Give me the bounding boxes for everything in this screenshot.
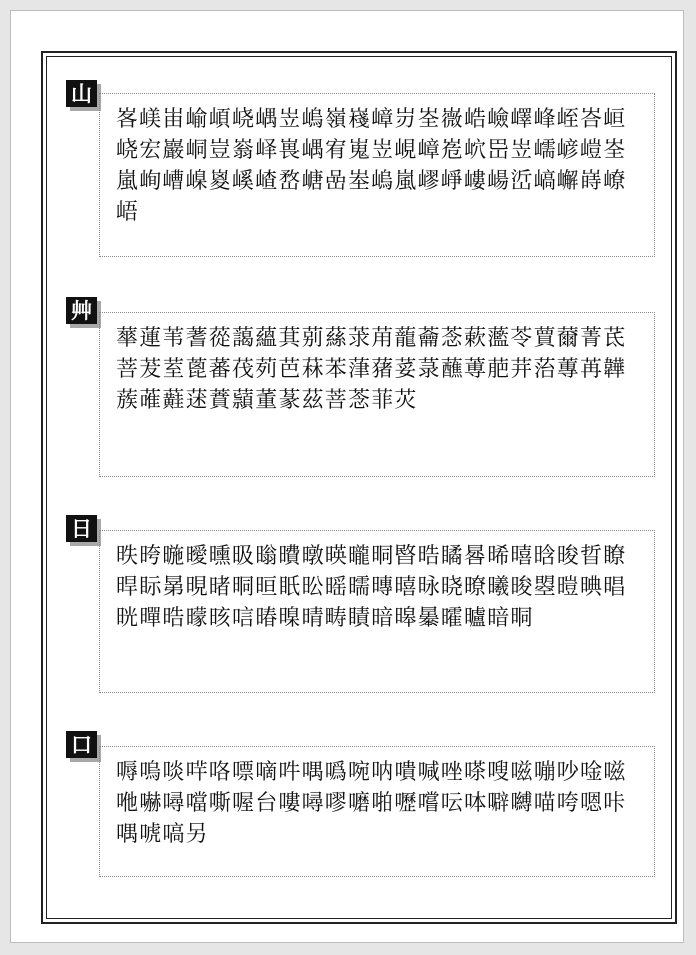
- document-frame: [41, 51, 677, 924]
- section-content-box: [99, 530, 655, 693]
- page: [10, 10, 684, 943]
- section-text: 嗕嗚啖哶咯嘌嘀吽喁噅啘呐嘳喊唑嗏嗖嗞嘣吵唫嗞咃嚇噚噹嘶喔台嘍噚嘐嚰啪嚦嚐呍呠噼嚩喵咵嗯咔喁唬嗃另: [116, 760, 627, 847]
- section-badge: [66, 731, 101, 762]
- section-content-box: [99, 312, 655, 477]
- section-content-box: [99, 746, 655, 877]
- section-badge-label: 艸: [66, 297, 97, 324]
- section-text: 蕐蓮苇蓍蓯藹蘊萁莂蕬莍苚蘢蘥菍蔌蘫苓蕒薾菁茋菩茇荎蓖蕃茷茢芭菻苯葏蕏荽菉蘸蒪萉茾菭蓴苒韡蔟蓶蘳蒁蕡蘏董蒃茲菩菍菲苂: [116, 326, 627, 413]
- section-text: 昳晇暆曖曛昅暡曊暾暎曨晍暋晧瞲晷晞暿晗晙晢瞭晘眎晜晛暏晍晅眂昖暚曘暷暿昹晓暸曦晙曌暟晪晿晄暺晧曚晐唁暙暞晴畴瞔暗暤曓曤曥暗晍: [116, 544, 627, 631]
- section-badge-label: 山: [66, 80, 97, 107]
- section-badge: [66, 80, 101, 111]
- section-text: 峉嵄峀崳崸峣嵎岦嵨嶺嶘嶂岃峑嶶峼嶮嶧峰峌峇峘峣宏巖峒豈嵡峄嵔嵎宥嵬岦峴嶂峞岤岊岦嶿嵃嵦峑嵐峋嶆嵲嵏嵠嵖嵍嵣嵒峚嵨嵐嵺崢嶁崵峾嵪嶰嵵嶛峿: [116, 107, 627, 225]
- section-content-box: [99, 93, 655, 257]
- section-badge-label: 口: [66, 731, 97, 758]
- section-badge-label: 日: [66, 515, 97, 542]
- section-badge: [66, 515, 101, 546]
- section-badge: [66, 297, 101, 328]
